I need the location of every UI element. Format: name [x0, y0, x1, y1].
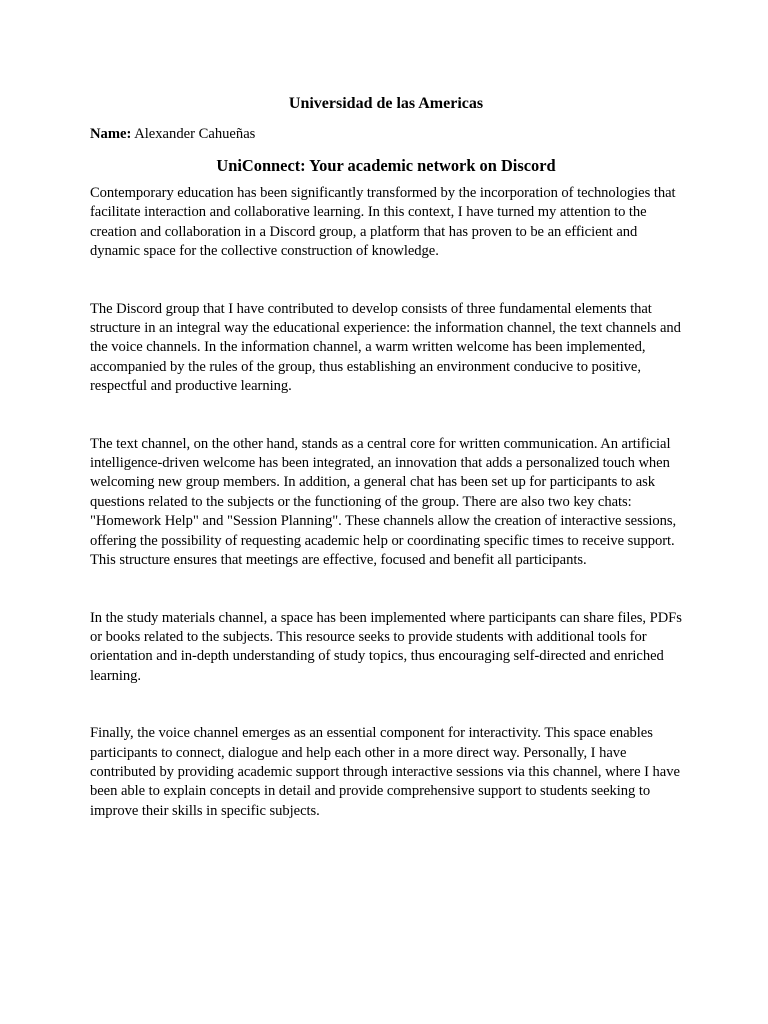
author-line — [90, 124, 682, 144]
document-title: UniConnect: Your academic network on Discord — [216, 156, 556, 175]
paragraph-group-structure: The Discord group that I have contributed to develop consists of three fundamental elements that structure in an integral way the educational experience: the information channel, the text channels and the voice channels. In the information channel, a warm written welcome has been implemented, accompanied by the rules of the group, thus establishing an environment conducive to positive, respectful and productive learning. — [90, 300, 681, 395]
paragraph-study-materials: In the study materials channel, a space has been implemented where participants can share files, PDFs or books related to the subjects. This resource seeks to provide students with additional tools for orientation and in-depth understanding of study topics, thus encouraging self-directed and enriched learning. — [90, 609, 682, 684]
paragraph-voice-channel: Finally, the voice channel emerges as an essential component for interactivity. This space enables participants to connect, dialogue and help each other in a more direct way. Personally, I have contributed by providing academic support through interactive sessions via this channel, where I have been able to explain concepts in detail and provide comprehensive support to students seeking to improve their skills in specific subjects. — [90, 725, 680, 819]
author-label: Name: — [90, 126, 132, 142]
paragraph-text-channel: The text channel, on the other hand, stands as a central core for written communication. An artificial intelligence-driven welcome has been integrated, an innovation that adds a personalized touch when welcoming new group members. In addition, a general chat has been set up for participants to ask questions related to the subjects or the functioning of the group. There are also two key chats: "Homework Help" and "Session Planning". These channels allow the creation of interactive sessions, offering the possibility of requesting academic help or coordinating specific times to receive support. This structure ensures that meetings are effective, focused and benefit all participants. — [90, 435, 677, 569]
paragraph-introduction: Contemporary education has been significantly transformed by the incorporation of technologies that facilitate interaction and collaborative learning. In this context, I have turned my attention to the creation and collaboration in a Discord group, a platform that has proven to be an efficient and dynamic space for the collective construction of knowledge. — [90, 185, 676, 260]
institution-heading: Universidad de las Americas — [288, 95, 484, 112]
document-body — [90, 92, 682, 859]
author-name: Alexander Cahueñas — [134, 126, 256, 142]
